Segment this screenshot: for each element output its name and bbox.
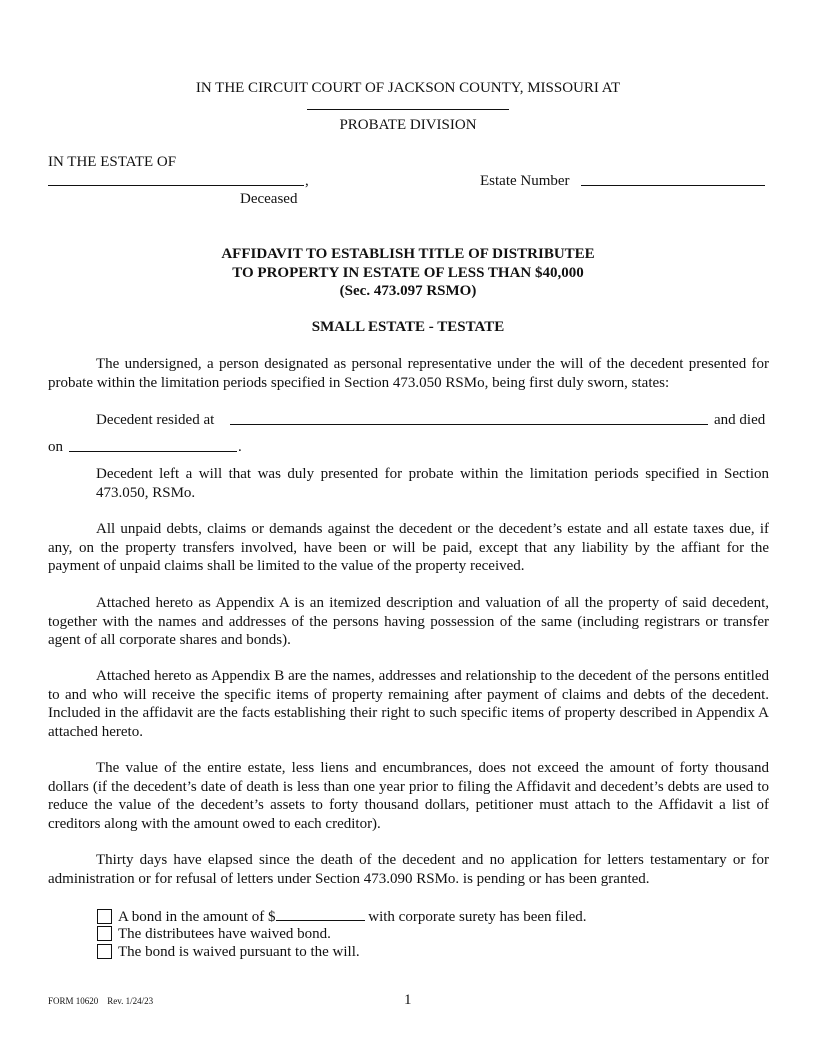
debts-paragraph: All unpaid debts, claims or demands against the decedent or the decedent’s estate and all estate taxes due, if any, on the property transfers involved, have been or will be paid, except that any liability by the affiant for the payment of unpaid claims shall be limited to the value of the property received. — [48, 521, 769, 575]
date-of-death-blank[interactable] — [69, 436, 237, 452]
thirty-days-paragraph: Thirty days have elapsed since the death of the decedent and no application for letters testamentary or for administration or for refusal of letters under Section 473.090 RSMo. is pending or has been granted. — [48, 852, 769, 887]
form-number: FORM 10620 Rev. 1/24/23 — [48, 996, 154, 1006]
residence-address-blank[interactable] — [230, 409, 708, 425]
and-died-label: and died — [714, 412, 766, 428]
distributees-waived-option — [97, 925, 331, 943]
bond-suffix-text: with corporate surety has been filed. — [368, 909, 587, 925]
court-heading: IN THE CIRCUIT COURT OF JACKSON COUNTY, MISSOURI AT — [195, 80, 621, 96]
estate-number-label: Estate Number — [480, 173, 570, 189]
estate-of-label: IN THE ESTATE OF — [48, 154, 177, 170]
appendix-b-paragraph: Attached hereto as Appendix B are the names, addresses and relationship to the decedent of the persons entitled to and who will receive the specific items of property remaining after payment of claims and debts of the decedent. Included in the affidavit are the facts establishing their right to such specific items of property described in Appendix A attached hereto. — [48, 668, 769, 740]
bond-filed-option — [97, 906, 587, 926]
page-number: 1 — [404, 992, 412, 1008]
will-waived-option — [97, 943, 360, 961]
on-label: on — [48, 439, 63, 455]
distributees-waived-checkbox[interactable] — [97, 926, 112, 941]
county-city-blank[interactable] — [307, 95, 509, 110]
distributees-waived-text: The distributees have waived bond. — [118, 926, 331, 942]
affidavit-subtitle: SMALL ESTATE - TESTATE — [311, 319, 505, 335]
affidavit-title-line3: (Sec. 473.097 RSMO) — [339, 283, 477, 299]
intro-paragraph: The undersigned, a person designated as personal representative under the will of the decedent presented for probate within the limitation periods specified in Section 473.050 RSMo, being first duly sworn, states: — [48, 356, 769, 391]
will-waived-text: The bond is waived pursuant to the will. — [118, 944, 360, 960]
affidavit-title-line2: TO PROPERTY IN ESTATE OF LESS THAN $40,000 — [232, 265, 584, 281]
bond-filed-checkbox[interactable] — [97, 909, 112, 924]
deceased-label: Deceased — [240, 191, 298, 207]
caption-comma: , — [305, 173, 309, 189]
will-presented-paragraph: Decedent left a will that was duly presented for probate within the limitation periods specified in Section 473.050, RSMo. — [96, 466, 769, 501]
division-heading: PROBATE DIVISION — [339, 117, 477, 133]
bond-amount-blank[interactable] — [276, 906, 365, 921]
appendix-a-paragraph: Attached hereto as Appendix A is an itemized description and valuation of all the property of said decedent, together with the names and addresses of the persons having possession of the same (including registrars or transfer agent of all corporate shares and bonds). — [48, 595, 769, 649]
decedent-name-blank[interactable] — [48, 170, 304, 186]
resided-label: Decedent resided at — [96, 412, 215, 428]
bond-prefix-text: A bond in the amount of $ — [118, 909, 276, 925]
affidavit-title-line1: AFFIDAVIT TO ESTABLISH TITLE OF DISTRIBUTEE — [221, 246, 595, 262]
estate-value-paragraph: The value of the entire estate, less liens and encumbrances, does not exceed the amount of forty thousand dollars (if the decedent’s date of death is less than one year prior to filing the Affidavit and decedent’s debts are used to reduce the value of the decedent’s assets to forty thousand dollars, petitioner must attach to the Affidavit a list of creditors along with the amount owed to each creditor). — [48, 760, 769, 832]
estate-number-blank[interactable] — [581, 170, 765, 186]
will-waived-checkbox[interactable] — [97, 944, 112, 959]
on-period: . — [238, 439, 242, 455]
